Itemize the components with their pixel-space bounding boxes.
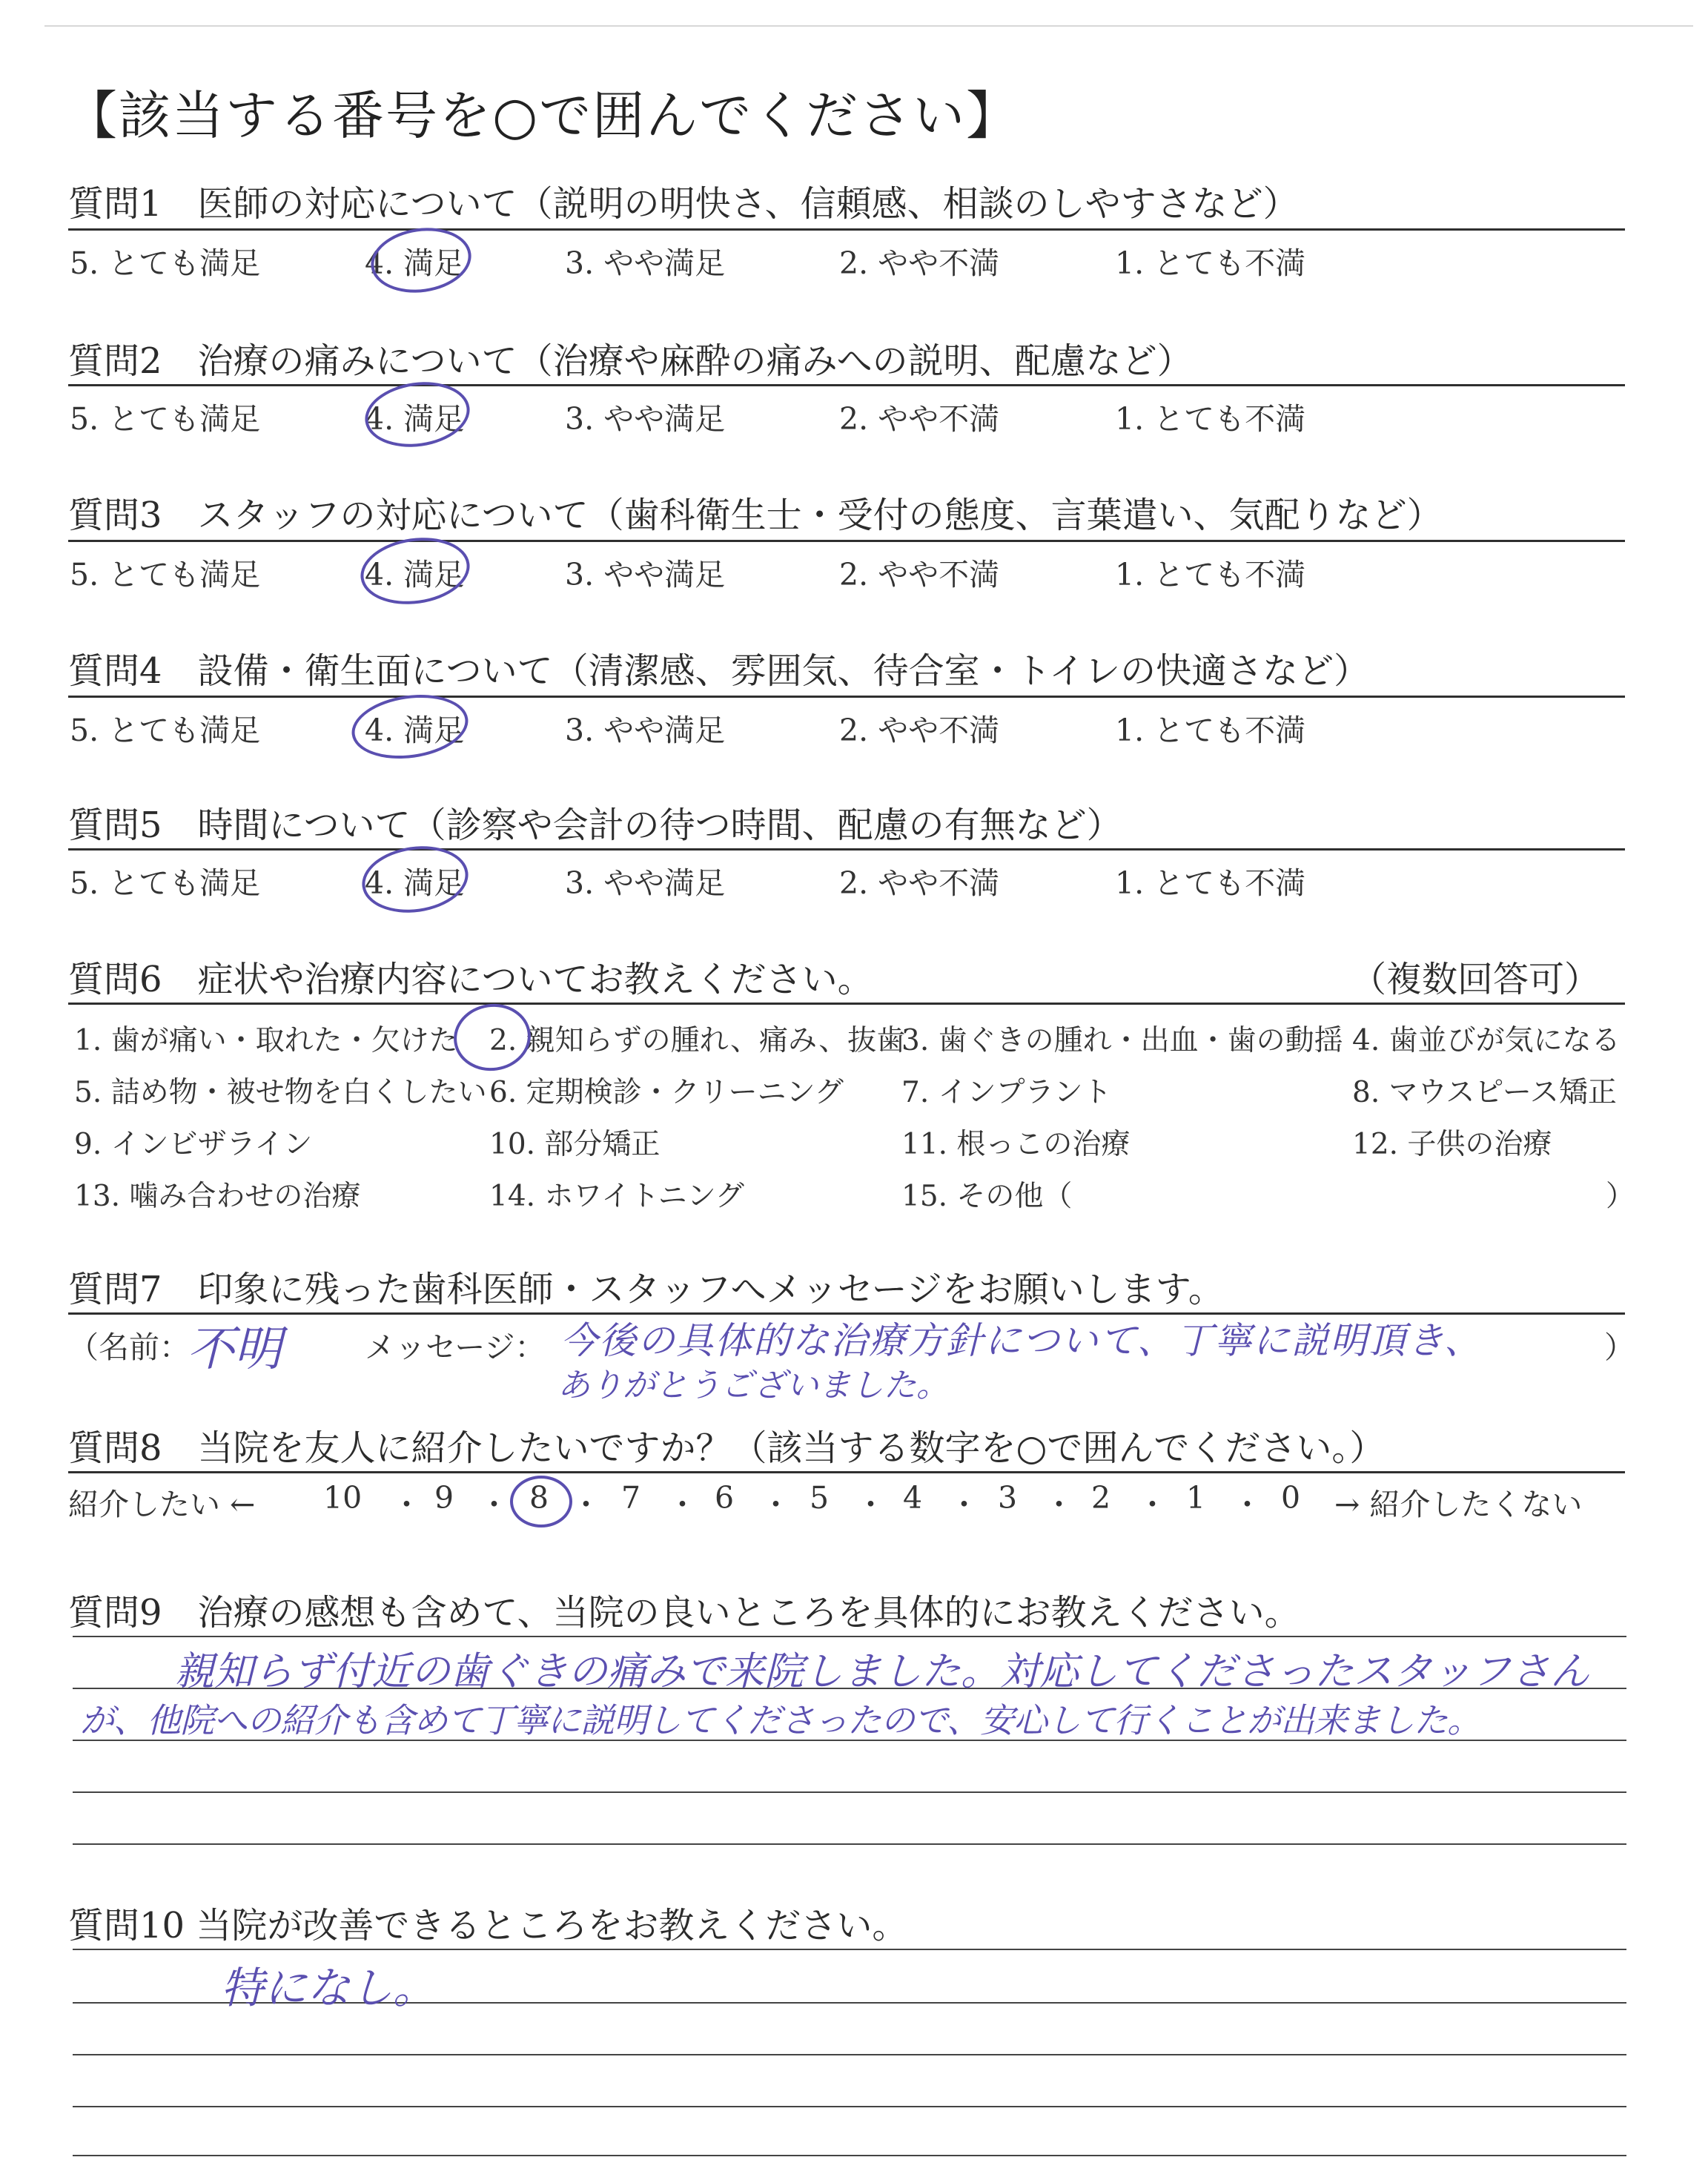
question-rule xyxy=(68,696,1625,698)
option-4[interactable]: 4. 満足 xyxy=(365,557,465,592)
option-3[interactable]: 3. やや満足 xyxy=(565,713,726,748)
symptom-option[interactable]: 4. 歯並びが気になる xyxy=(1352,1024,1621,1057)
answer-text[interactable]: 特になし。 xyxy=(221,1963,437,2013)
answer-line xyxy=(73,2106,1626,2107)
option-1[interactable]: 1. とても不満 xyxy=(1115,245,1306,281)
option-2[interactable]: 2. やや不満 xyxy=(839,401,1000,437)
question-title: 質問8 当院を友人に紹介したいですか？（該当する数字を○で囲んでください。） xyxy=(68,1427,1386,1469)
question-title: 質問3 スタッフの対応について（歯科衛生士・受付の態度、言葉遣い、気配りなど） xyxy=(68,495,1443,536)
question-rule xyxy=(68,540,1625,542)
form-header: 【該当する番号を○で囲んでください】 xyxy=(65,85,1020,146)
scale-dot: ・ xyxy=(479,1487,509,1522)
selection-circle xyxy=(357,531,474,611)
scale-dot: ・ xyxy=(667,1487,698,1522)
selection-circle xyxy=(361,376,474,454)
scale-7[interactable]: 7 xyxy=(621,1480,641,1516)
scale-5[interactable]: 5 xyxy=(810,1480,830,1516)
question-title: 質問4 設備・衛生面について（清潔感、雰囲気、待合室・トイレの快適さなど） xyxy=(68,650,1370,692)
answer-line xyxy=(73,2054,1626,2055)
option-3[interactable]: 3. やや満足 xyxy=(565,865,726,901)
message-line-1[interactable]: 今後の具体的な治療方針について、丁寧に説明頂き、 xyxy=(560,1319,1483,1362)
scale-dot: ・ xyxy=(761,1487,791,1522)
scale-dot: ・ xyxy=(949,1487,979,1522)
answer-line-2[interactable]: が、他院への紹介も含めて丁寧に説明してくださったので、安心して行くことが出来ました。 xyxy=(80,1700,1481,1740)
scale-left-label: 紹介したい ← xyxy=(68,1487,256,1522)
option-4[interactable]: 4. 満足 xyxy=(365,865,465,901)
question-rule xyxy=(68,228,1625,231)
scale-10[interactable]: 10 xyxy=(323,1480,363,1516)
option-5[interactable]: 5. とても満足 xyxy=(70,401,261,437)
symptom-option[interactable]: 11. 根っこの治療 xyxy=(901,1128,1131,1161)
selection-circle xyxy=(510,1476,572,1527)
option-2[interactable]: 2. やや不満 xyxy=(839,557,1000,592)
scale-dot: ・ xyxy=(1232,1487,1262,1522)
option-4[interactable]: 4. 満足 xyxy=(365,245,465,281)
symptom-option[interactable]: 2. 親知らずの腫れ、痛み、抜歯 xyxy=(489,1024,906,1057)
symptom-option[interactable]: 15. その他（ xyxy=(901,1180,1073,1213)
scale-dot: ・ xyxy=(571,1487,601,1522)
question-title: 質問10 当院が改善できるところをお教えください。 xyxy=(68,1905,908,1946)
option-3[interactable]: 3. やや満足 xyxy=(565,245,726,281)
symptom-option[interactable]: 7. インプラント xyxy=(901,1076,1112,1109)
scale-dot: ・ xyxy=(1137,1487,1168,1522)
selection-circle xyxy=(449,999,535,1076)
option-5[interactable]: 5. とても満足 xyxy=(70,865,261,901)
question-title: 質問9 治療の感想も含めて、当院の良いところを具体的にお教えください。 xyxy=(68,1592,1300,1634)
question-rule xyxy=(68,384,1625,386)
question-rule xyxy=(68,1471,1625,1473)
symptom-option[interactable]: 13. 噛み合わせの治療 xyxy=(74,1180,361,1213)
option-1[interactable]: 1. とても不満 xyxy=(1115,557,1306,592)
option-2[interactable]: 2. やや不満 xyxy=(839,245,1000,281)
option-5[interactable]: 5. とても満足 xyxy=(70,557,261,592)
question-rule xyxy=(68,848,1625,851)
option-3[interactable]: 3. やや満足 xyxy=(565,401,726,437)
message-label: メッセージ： xyxy=(365,1330,546,1365)
answer-line xyxy=(73,1791,1626,1793)
scale-dot: ・ xyxy=(1044,1487,1074,1522)
option-1[interactable]: 1. とても不満 xyxy=(1115,713,1306,748)
question-title: 質問2 治療の痛みについて（治療や麻酔の痛みへの説明、配慮など） xyxy=(68,340,1193,382)
question-rule xyxy=(68,1003,1625,1005)
answer-line xyxy=(73,1949,1626,1950)
option-5[interactable]: 5. とても満足 xyxy=(70,245,261,281)
name-value[interactable]: 不明 xyxy=(187,1322,282,1377)
symptom-option[interactable]: 14. ホワイトニング xyxy=(489,1180,744,1213)
option-4[interactable]: 4. 満足 xyxy=(365,713,465,748)
question-title: 質問1 医師の対応について（説明の明快さ、信頼感、相談のしやすさなど） xyxy=(68,183,1299,225)
symptom-option[interactable]: 10. 部分矯正 xyxy=(489,1128,661,1161)
answer-line xyxy=(73,1843,1626,1845)
selection-circle xyxy=(358,839,473,919)
option-1[interactable]: 1. とても不満 xyxy=(1115,401,1306,437)
top-edge-line xyxy=(44,25,1693,27)
symptom-option[interactable]: 9. インビザライン xyxy=(74,1128,313,1161)
question-title: 質問6 症状や治療内容についてお教えください。 xyxy=(68,959,873,1000)
scale-0[interactable]: 0 xyxy=(1281,1480,1301,1516)
option-2[interactable]: 2. やや不満 xyxy=(839,713,1000,748)
question-title: 質問5 時間について（診察や会計の待つ時間、配慮の有無など） xyxy=(68,805,1122,846)
message-close-paren: ） xyxy=(1604,1330,1635,1365)
other-close-paren: ） xyxy=(1606,1180,1635,1213)
message-line-2[interactable]: ありがとうございました。 xyxy=(557,1367,949,1404)
scale-8[interactable]: 8 xyxy=(529,1480,549,1516)
option-4[interactable]: 4. 満足 xyxy=(365,401,465,437)
symptom-option[interactable]: 5. 詰め物・被せ物を白くしたい xyxy=(74,1076,487,1109)
selection-circle xyxy=(348,687,472,765)
scale-dot: ・ xyxy=(855,1487,886,1522)
symptom-option[interactable]: 1. 歯が痛い・取れた・欠けた xyxy=(74,1024,458,1057)
name-label: （名前： xyxy=(68,1330,190,1365)
question-title: 質問7 印象に残った歯科医師・スタッフへメッセージをお願いします。 xyxy=(68,1269,1224,1310)
scale-6[interactable]: 6 xyxy=(715,1480,735,1516)
symptom-option[interactable]: 6. 定期検診・クリーニング xyxy=(489,1076,844,1109)
scale-dot: ・ xyxy=(391,1487,422,1522)
scale-2[interactable]: 2 xyxy=(1091,1480,1111,1516)
scale-4[interactable]: 4 xyxy=(903,1480,923,1516)
scale-1[interactable]: 1 xyxy=(1186,1480,1206,1516)
symptom-option[interactable]: 3. 歯ぐきの腫れ・出血・歯の動揺 xyxy=(901,1024,1343,1057)
selection-circle xyxy=(367,222,476,299)
multiple-answer-note: （複数回答可） xyxy=(1351,959,1601,1000)
option-3[interactable]: 3. やや満足 xyxy=(565,557,726,592)
symptom-option[interactable]: 12. 子供の治療 xyxy=(1352,1128,1552,1161)
answer-line xyxy=(73,1636,1626,1637)
option-2[interactable]: 2. やや不満 xyxy=(839,865,1000,901)
symptom-option[interactable]: 8. マウスピース矯正 xyxy=(1352,1076,1617,1109)
scale-9[interactable]: 9 xyxy=(434,1480,454,1516)
answer-line xyxy=(73,2155,1626,2156)
answer-line-1[interactable]: 親知らず付近の歯ぐきの痛みで来院しました。対応してくださったスタッフさん xyxy=(175,1649,1589,1694)
option-5[interactable]: 5. とても満足 xyxy=(70,713,261,748)
option-1[interactable]: 1. とても不満 xyxy=(1115,865,1306,901)
scale-3[interactable]: 3 xyxy=(998,1480,1018,1516)
scale-right-label: → 紹介したくない xyxy=(1334,1487,1583,1522)
